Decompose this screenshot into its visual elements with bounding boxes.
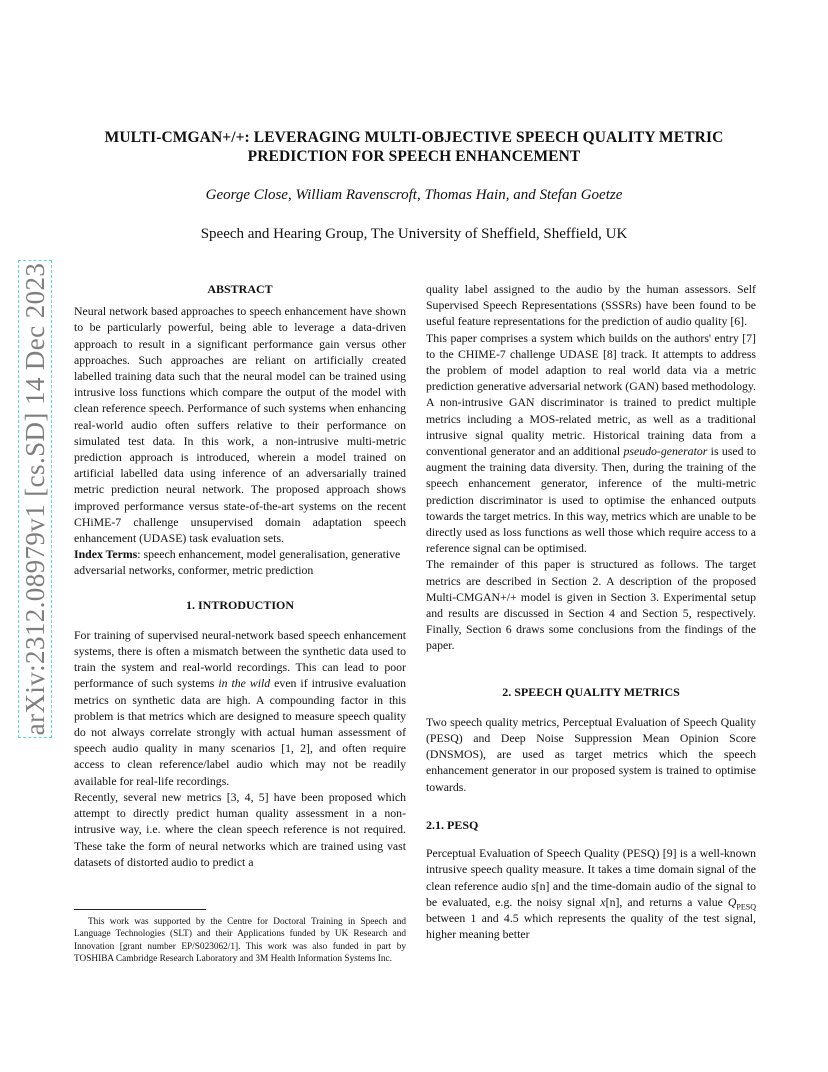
section-2-paragraph: Two speech quality metrics, Perceptual Evaluation of Speech Quality (PESQ) and Deep Noise Suppression Mean Opinion Score (DNSMOS), are used as target metrics which the speech enhancement generator in our proposed system is trained to optimise towards. (426, 714, 756, 794)
index-terms-text: : speech enhancement, model generalisation, generative adversarial networks, conformer, metric prediction (74, 547, 401, 578)
pesq-max-value: 4.5 (503, 910, 519, 925)
author-list: George Close, William Ravenscroft, Thomas Hain, and Stefan Goetze (205, 187, 623, 203)
affiliation: Speech and Hearing Group, The University of Sheffield, Sheffield, UK (200, 226, 628, 242)
footnote-rule (74, 909, 206, 910)
intro-p1-text-a: For training of supervised neural-network based speech enhancement systems, there is often a mismatch between the synthetic data used to train the system and real-world recordings. This can lead to poor performance of such systems (74, 627, 406, 691)
abstract-heading: ABSTRACT (207, 282, 273, 296)
pesq-text-e: and (476, 910, 504, 925)
intro-p1-text-b: even if intrusive evaluation metrics on synthetic data are high. A compounding factor in this problem is that metrics which are designed to measure speech quality do not always correlate strongly with actual human assessment of speech audio quality in many scenarios [1, 2], and often require access to clean reference/label audio which may not be readily available for real-life recordings. (74, 676, 406, 788)
pesq-text-a: Perceptual Evaluation of Speech Quality (PESQ) [9] is a well-known intrusive speech quality measure. It takes a time domain signal of the clean reference audio (426, 846, 756, 893)
abstract-text: Neural network based approaches to speech enhancement have shown to be particularly powerful, being able to leverage a data-driven approach to result in a significant performance gain versus other approaches. Such approaches are reliant on artificially created labelled training data such that the neural model can be trained using intrusive loss functions which compare the output of the model with clean reference speech. Performance of such systems when enhancing real-world audio often suffers relative to their performance on simulated test data. In this work, a non-intrusive multi-metric prediction approach is introduced, wherein a model trained on artificial labelled data using inference of an adversarially trained metric prediction neural network. The proposed approach shows improved performance versus state-of-the-art systems on the recent CHiME-7 challenge unsupervised domain adaptation speech enhancement (UDASE) task evaluation sets. (74, 304, 406, 546)
paper-title (60, 128, 768, 166)
intro-p1-emphasis: in the wild (218, 676, 271, 691)
math-x: x (600, 894, 606, 909)
index-terms-label: Index Terms (74, 547, 138, 562)
right-paragraph-3: The remainder of this paper is structured as follows. The target metrics are described in Section 2. A description of the proposed Multi-CMGAN+/+ model is given in Section 3. Experimental setup and results are discussed in Section 4 and Section 5, respectively. Finally, Section 6 draws some conclusions from the findings of the paper. (426, 557, 756, 653)
title-line-1: MULTI-CMGAN+/+: LEVERAGING MULTI-OBJECTIVE SPEECH QUALITY METRIC (104, 129, 724, 146)
section-2-heading: 2. SPEECH QUALITY METRICS (502, 684, 680, 699)
section-1-heading: 1. INTRODUCTION (185, 597, 294, 612)
intro-paragraph-2: Recently, several new metrics [3, 4, 5] have been proposed which attempt to directly predict human quality assessment in a non-intrusive way, i.e. where the clean speech reference is not required. These take the form of neural networks which are trained using vast datasets of distorted audio to predict a (74, 789, 406, 869)
subsection-2-1-paragraph (426, 845, 756, 942)
footnote (74, 916, 406, 966)
pesq-min-value: 1 (470, 910, 477, 925)
math-q-subscript: PESQ (736, 902, 756, 912)
index-terms (74, 546, 406, 578)
footnote-text: This work was supported by the Centre for Doctoral Training in Speech and Language Technologies (SLT) and their Applications funded by UK Research and Innovation [grant number EP/S023062/1]. This work was also funded in part by TOSHIBA Cambridge Research Laboratory and 3M Health Information Systems Inc. (74, 917, 406, 965)
intro-paragraph-1 (74, 627, 406, 789)
subsection-2-1-heading: 2.1. PESQ (426, 817, 479, 832)
math-index-n-1: [n] (535, 878, 550, 893)
math-s: s (531, 878, 536, 893)
title-line-2: PREDICTION FOR SPEECH ENHANCEMENT (247, 148, 581, 165)
pesq-text-f: which represents the quality of the test signal, higher meaning better (426, 910, 757, 942)
right-p2-emphasis: pseudo-generator (623, 444, 708, 459)
math-q: Q (727, 894, 737, 909)
arxiv-identifier[interactable]: arXiv:2312.08979v1 [cs.SD] 14 Dec 2023 (20, 262, 50, 736)
pesq-text-d: between (426, 910, 471, 925)
right-paragraph-2 (426, 330, 756, 557)
right-p2-text-b: is used to augment the training data diversity. Then, during the training of the speech enhancement generator, inference of the multi-metric prediction discriminator is used to optimise the enhanced outputs towards the target metrics. In this way, metrics which are unable to be directly used as loss functions as well those which require access to a reference signal can be optimised. (426, 444, 756, 556)
right-p2-text-a: This paper comprises a system which builds on the authors' entry [7] to the CHIME-7 challenge UDASE [8] track. It attempts to address the problem of model adaption to real world data via a metric prediction generative adversarial network (GAN) based methodology. A non-intrusive GAN discriminator is trained to predict multiple metrics including a MOS-related metric, as well as a traditional intrusive signal quality metric. Historical training data from a conventional generator and an additional (426, 330, 756, 459)
right-paragraph-1: quality label assigned to the audio by the human assessors. Self Supervised Speech Representations (SSSRs) have been found to be useful feature representations for the prediction of audio quality [6]. (426, 282, 756, 329)
pesq-text-c: , and returns a value (619, 894, 728, 909)
math-index-n-2: [n] (605, 894, 620, 909)
arxiv-stamp[interactable] (18, 260, 52, 738)
pesq-text-b: and the time-domain audio of the signal to be evaluated, e.g. the noisy signal (426, 878, 756, 909)
right-column (426, 281, 756, 942)
left-column (74, 281, 406, 870)
